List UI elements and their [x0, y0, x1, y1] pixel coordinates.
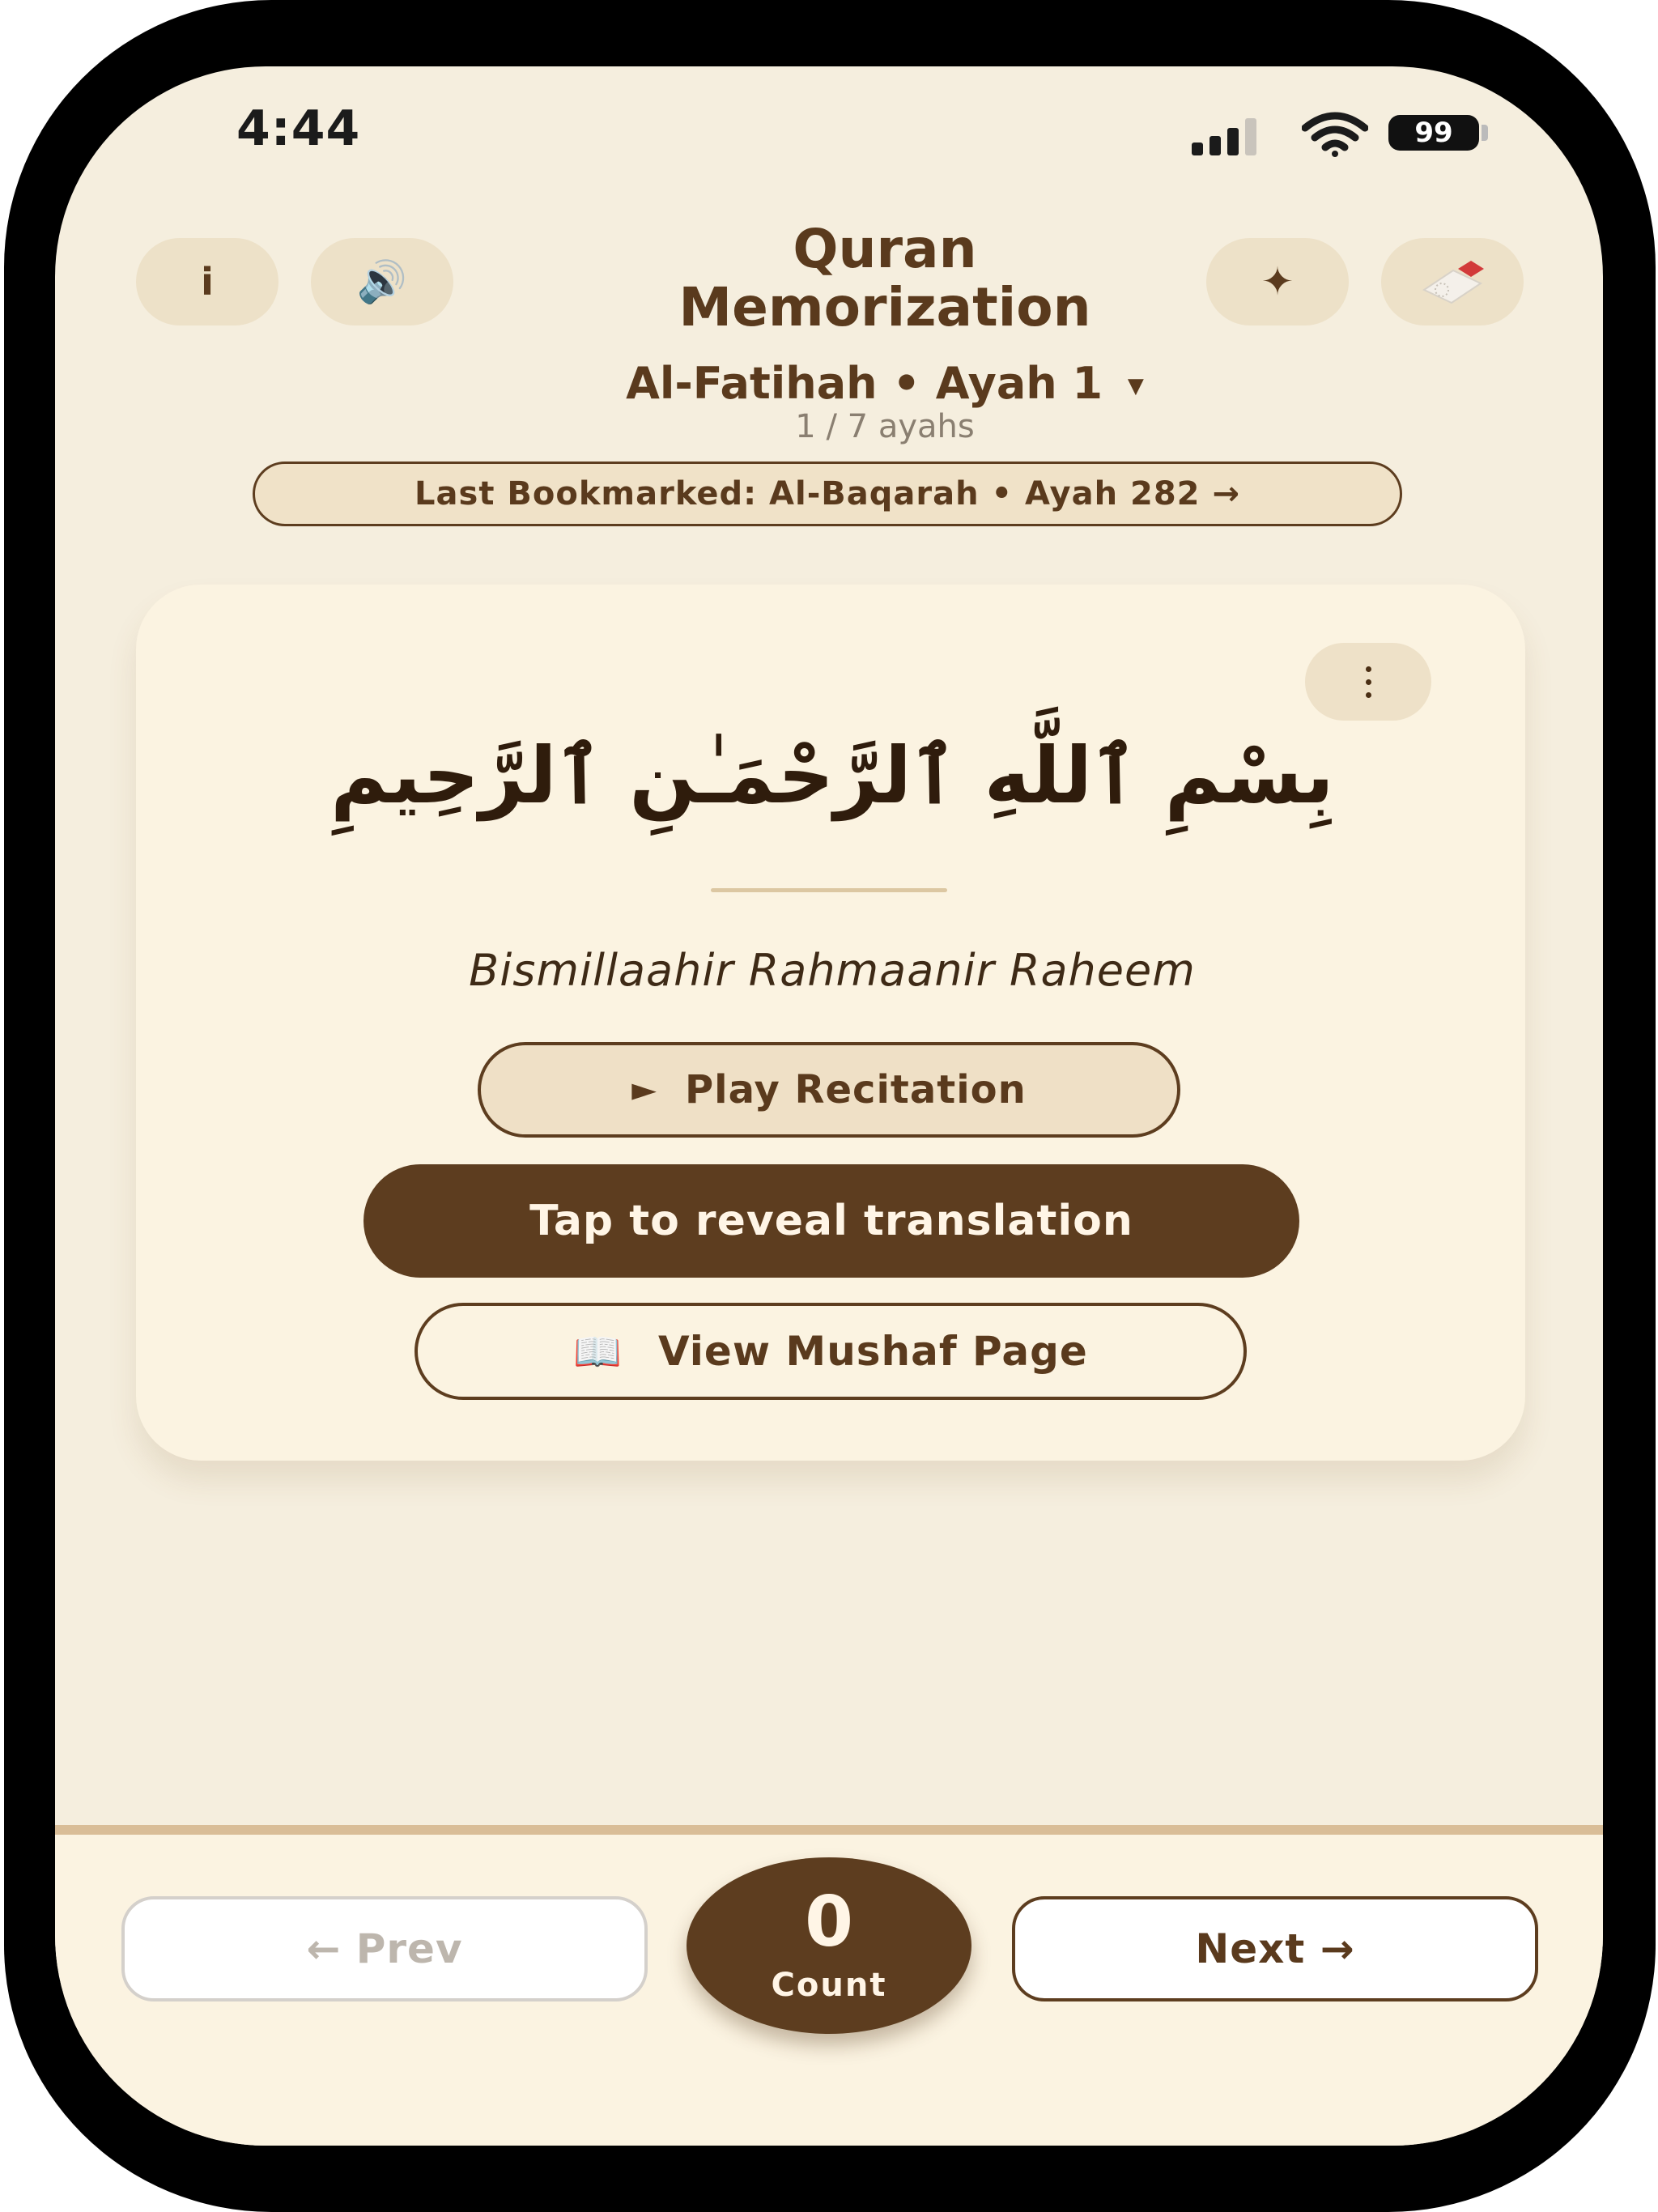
status-time: 4:44: [236, 100, 361, 157]
wifi-icon: [1302, 112, 1368, 157]
title-line-1: Quran: [793, 218, 977, 280]
book-icon: 📖: [573, 1329, 623, 1375]
reveal-translation-button[interactable]: Tap to reveal translation: [363, 1164, 1299, 1278]
sparkle-button[interactable]: [1206, 238, 1349, 325]
play-icon: ►: [631, 1071, 657, 1108]
more-vertical-icon: [1366, 666, 1371, 698]
info-icon: i: [201, 260, 214, 304]
last-bookmarked-button[interactable]: Last Bookmarked: Al-Baqarah • Ayah 282 →: [253, 462, 1402, 526]
count-value: 0: [805, 1882, 853, 1963]
transliteration-text: Bismillaahir Rahmaanir Raheem: [469, 945, 1196, 996]
app-screen: [55, 66, 1603, 2146]
info-button[interactable]: [136, 238, 278, 325]
battery-tip: [1482, 125, 1488, 141]
speaker-icon: 🔊: [356, 257, 408, 305]
audio-settings-button[interactable]: [311, 238, 453, 325]
view-mushaf-button[interactable]: [414, 1303, 1247, 1400]
chevron-down-icon: ▼: [1127, 374, 1144, 399]
ayah-number: Ayah 1: [935, 358, 1103, 409]
sparkle-icon: ✦: [1261, 259, 1295, 304]
separator-dot: •: [892, 358, 920, 409]
battery-icon: 99: [1388, 115, 1479, 151]
title-line-2: Memorization: [678, 276, 1091, 338]
prev-button[interactable]: ← Prev: [121, 1896, 648, 2001]
surah-ayah-selector[interactable]: [508, 358, 1261, 409]
ayah-progress: 1 / 7 ayahs: [795, 408, 975, 445]
eraser-icon: [1418, 259, 1487, 304]
page-title: [508, 220, 1261, 337]
view-mushaf-label: View Mushaf Page: [657, 1328, 1088, 1375]
count-button[interactable]: [687, 1857, 971, 2034]
arabic-ayah-text: بِسْمِ ٱللَّهِ ٱلرَّحْمَـٰنِ ٱلرَّحِيمِ: [330, 730, 1334, 821]
more-options-button[interactable]: [1305, 643, 1431, 721]
count-label: Count: [771, 1967, 887, 2004]
divider: [711, 888, 947, 892]
next-button[interactable]: Next →: [1012, 1896, 1538, 2001]
play-recitation-label: Play Recitation: [684, 1067, 1027, 1112]
signal-icon: [1188, 115, 1269, 155]
surah-name: Al-Fatihah: [626, 358, 878, 409]
play-recitation-button[interactable]: [478, 1042, 1180, 1138]
eraser-button[interactable]: [1381, 238, 1524, 325]
